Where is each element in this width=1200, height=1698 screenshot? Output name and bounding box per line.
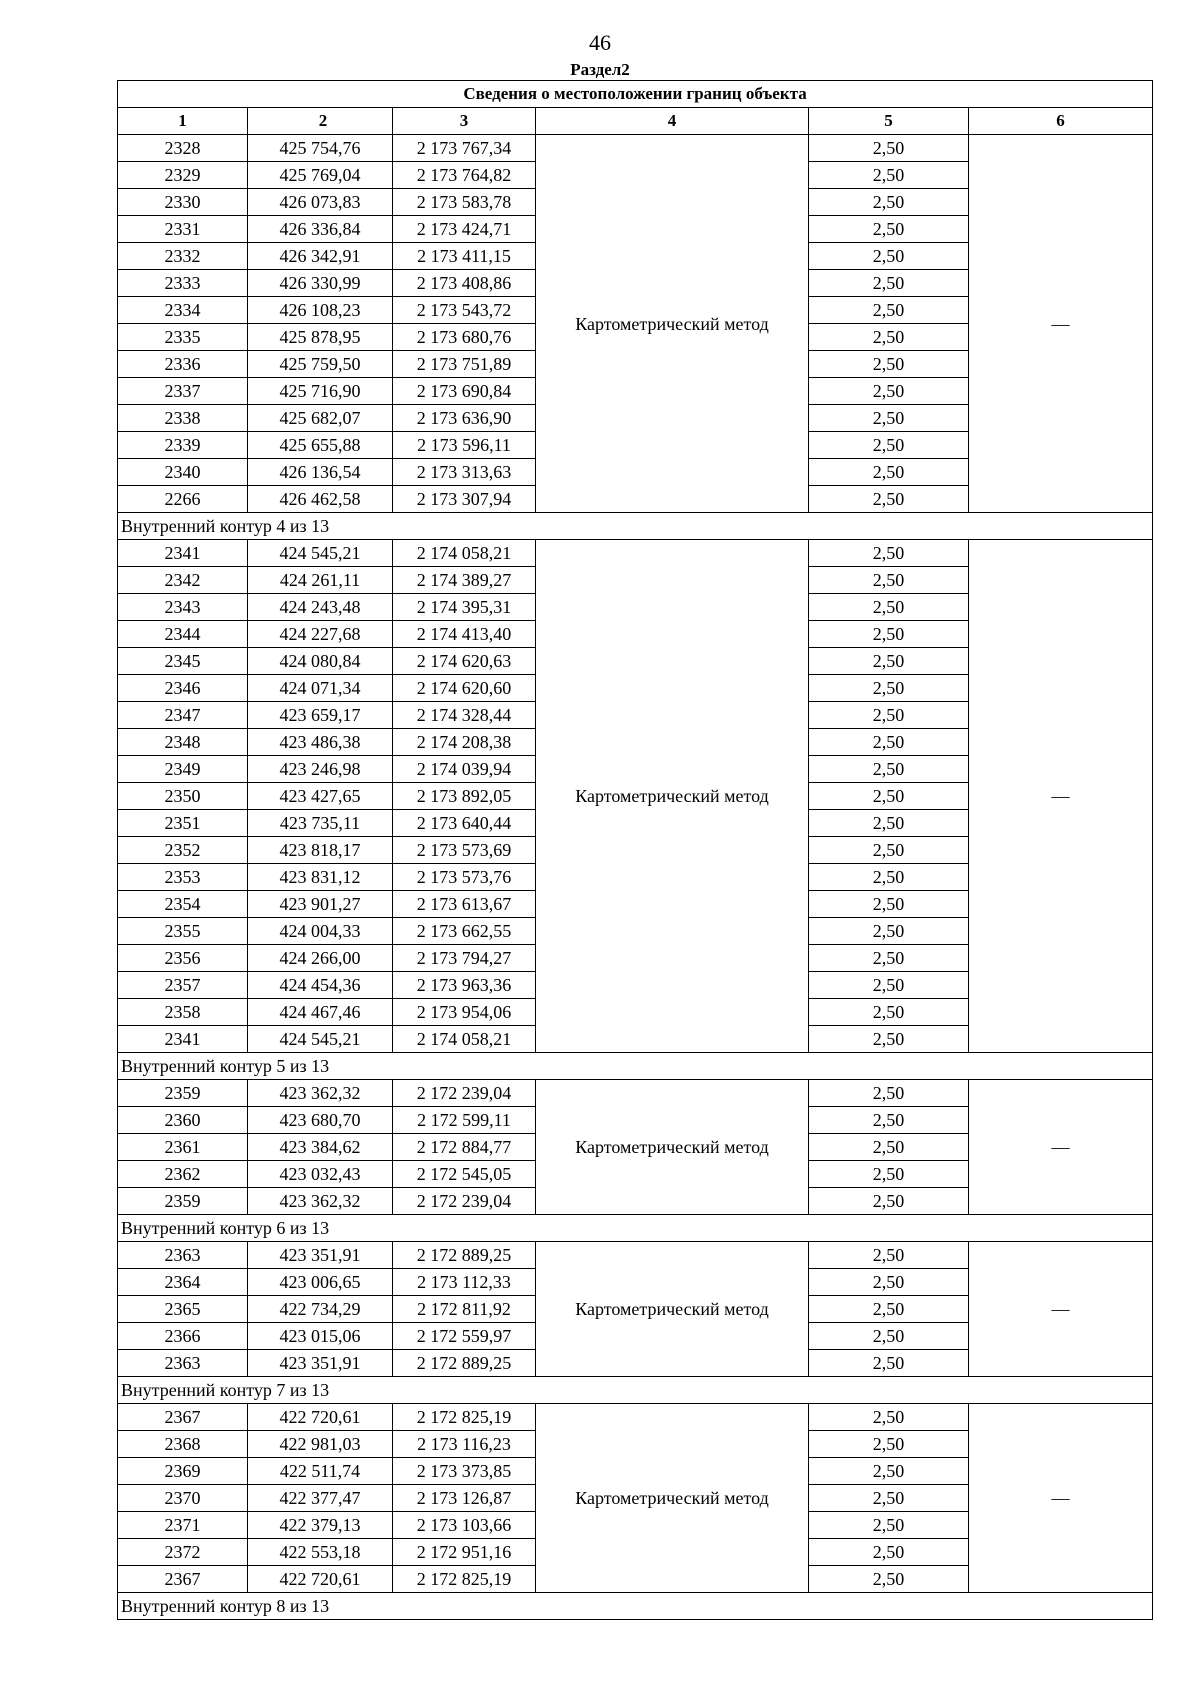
point-number: 2354 [118,891,248,918]
point-number: 2334 [118,297,248,324]
point-number: 2341 [118,1026,248,1053]
coordinate-x: 423 032,43 [248,1161,393,1188]
point-number: 2332 [118,243,248,270]
contour-label: Внутренний контур 5 из 13 [118,1053,1153,1080]
coordinate-x: 425 716,90 [248,378,393,405]
coordinate-y: 2 172 884,77 [393,1134,536,1161]
accuracy-value: 2,50 [809,1566,969,1593]
accuracy-value: 2,50 [809,1269,969,1296]
section-title: Раздел2 [570,60,630,79]
point-number: 2342 [118,567,248,594]
coordinate-x: 426 108,23 [248,297,393,324]
boundary-table [117,80,1153,1620]
coordinate-y: 2 172 951,16 [393,1539,536,1566]
dash-cell: — [969,1080,1153,1215]
point-number: 2331 [118,216,248,243]
coordinate-x: 423 901,27 [248,891,393,918]
point-number: 2350 [118,783,248,810]
point-number: 2367 [118,1566,248,1593]
accuracy-value: 2,50 [809,594,969,621]
accuracy-value: 2,50 [809,351,969,378]
coordinate-y: 2 173 116,23 [393,1431,536,1458]
dash-cell: — [969,1404,1153,1593]
contour-row [118,1053,1153,1080]
point-number: 2360 [118,1107,248,1134]
coordinate-x: 425 759,50 [248,351,393,378]
point-number: 2367 [118,1404,248,1431]
point-number: 2370 [118,1485,248,1512]
coordinate-y: 2 172 811,92 [393,1296,536,1323]
accuracy-value: 2,50 [809,1026,969,1053]
coordinate-y: 2 172 239,04 [393,1080,536,1107]
coordinate-x: 426 330,99 [248,270,393,297]
coordinate-y: 2 173 573,69 [393,837,536,864]
accuracy-value: 2,50 [809,1539,969,1566]
accuracy-value: 2,50 [809,891,969,918]
accuracy-value: 2,50 [809,1242,969,1269]
coordinate-y: 2 173 662,55 [393,918,536,945]
coordinate-x: 423 246,98 [248,756,393,783]
point-number: 2346 [118,675,248,702]
coordinate-x: 423 680,70 [248,1107,393,1134]
dash-cell: — [969,135,1153,513]
point-number: 2353 [118,864,248,891]
point-number: 2343 [118,594,248,621]
dash-cell: — [969,1242,1153,1377]
coordinate-y: 2 174 039,94 [393,756,536,783]
coordinate-x: 425 769,04 [248,162,393,189]
coordinate-y: 2 173 112,33 [393,1269,536,1296]
coordinate-y: 2 173 636,90 [393,405,536,432]
accuracy-value: 2,50 [809,162,969,189]
coordinate-y: 2 173 373,85 [393,1458,536,1485]
accuracy-value: 2,50 [809,567,969,594]
table-row [118,1404,1153,1431]
coordinate-y: 2 173 411,15 [393,243,536,270]
coordinate-x: 424 467,46 [248,999,393,1026]
accuracy-value: 2,50 [809,621,969,648]
coordinate-y: 2 174 389,27 [393,567,536,594]
point-number: 2351 [118,810,248,837]
point-number: 2345 [118,648,248,675]
coordinate-y: 2 173 424,71 [393,216,536,243]
coordinate-y: 2 173 690,84 [393,378,536,405]
contour-label: Внутренний контур 4 из 13 [118,513,1153,540]
coordinate-x: 423 362,32 [248,1080,393,1107]
contour-row [118,513,1153,540]
coordinate-y: 2 174 620,63 [393,648,536,675]
accuracy-value: 2,50 [809,270,969,297]
contour-label: Внутренний контур 8 из 13 [118,1593,1153,1620]
accuracy-value: 2,50 [809,702,969,729]
coordinate-y: 2 173 307,94 [393,486,536,513]
point-number: 2266 [118,486,248,513]
coordinate-y: 2 172 889,25 [393,1242,536,1269]
accuracy-value: 2,50 [809,1296,969,1323]
coordinate-x: 422 511,74 [248,1458,393,1485]
coordinate-x: 424 261,11 [248,567,393,594]
accuracy-value: 2,50 [809,459,969,486]
contour-label: Внутренний контур 7 из 13 [118,1377,1153,1404]
coordinate-y: 2 174 328,44 [393,702,536,729]
point-number: 2338 [118,405,248,432]
point-number: 2328 [118,135,248,162]
coordinate-x: 424 454,36 [248,972,393,999]
coordinate-y: 2 173 103,66 [393,1512,536,1539]
point-number: 2361 [118,1134,248,1161]
point-number: 2358 [118,999,248,1026]
coordinate-y: 2 174 620,60 [393,675,536,702]
coordinate-y: 2 172 239,04 [393,1188,536,1215]
accuracy-value: 2,50 [809,1458,969,1485]
point-number: 2372 [118,1539,248,1566]
accuracy-value: 2,50 [809,945,969,972]
coordinate-y: 2 172 559,97 [393,1323,536,1350]
point-number: 2339 [118,432,248,459]
point-number: 2336 [118,351,248,378]
point-number: 2364 [118,1269,248,1296]
column-header: 1 [118,108,248,135]
accuracy-value: 2,50 [809,243,969,270]
method-cell: Картометрический метод [536,135,809,513]
coordinate-y: 2 174 413,40 [393,621,536,648]
coordinate-y: 2 173 543,72 [393,297,536,324]
coordinate-x: 425 754,76 [248,135,393,162]
table-caption-row [118,81,1153,108]
coordinate-x: 426 462,58 [248,486,393,513]
coordinate-y: 2 173 767,34 [393,135,536,162]
coordinate-y: 2 174 058,21 [393,1026,536,1053]
accuracy-value: 2,50 [809,405,969,432]
coordinate-y: 2 174 395,31 [393,594,536,621]
coordinate-x: 426 336,84 [248,216,393,243]
coordinate-x: 423 831,12 [248,864,393,891]
column-header-row [118,108,1153,135]
coordinate-x: 423 015,06 [248,1323,393,1350]
table-row [118,1080,1153,1107]
coordinate-y: 2 173 596,11 [393,432,536,459]
coordinate-x: 423 659,17 [248,702,393,729]
point-number: 2347 [118,702,248,729]
coordinate-x: 424 545,21 [248,1026,393,1053]
point-number: 2356 [118,945,248,972]
coordinate-y: 2 173 408,86 [393,270,536,297]
point-number: 2357 [118,972,248,999]
accuracy-value: 2,50 [809,972,969,999]
accuracy-value: 2,50 [809,297,969,324]
point-number: 2352 [118,837,248,864]
column-header: 3 [393,108,536,135]
method-cell: Картометрический метод [536,1242,809,1377]
point-number: 2329 [118,162,248,189]
coordinate-x: 424 004,33 [248,918,393,945]
page-number: 46 [589,30,611,55]
coordinate-x: 422 379,13 [248,1512,393,1539]
coordinate-y: 2 172 545,05 [393,1161,536,1188]
coordinate-x: 425 655,88 [248,432,393,459]
dash-cell: — [969,540,1153,1053]
accuracy-value: 2,50 [809,540,969,567]
coordinate-x: 422 720,61 [248,1566,393,1593]
accuracy-value: 2,50 [809,135,969,162]
coordinate-x: 424 243,48 [248,594,393,621]
accuracy-value: 2,50 [809,1323,969,1350]
accuracy-value: 2,50 [809,324,969,351]
coordinate-y: 2 173 313,63 [393,459,536,486]
coordinate-x: 426 073,83 [248,189,393,216]
accuracy-value: 2,50 [809,675,969,702]
coordinate-x: 423 427,65 [248,783,393,810]
coordinate-y: 2 174 208,38 [393,729,536,756]
coordinate-y: 2 172 825,19 [393,1566,536,1593]
point-number: 2359 [118,1188,248,1215]
coordinate-x: 424 545,21 [248,540,393,567]
coordinate-x: 426 136,54 [248,459,393,486]
coordinate-y: 2 173 751,89 [393,351,536,378]
point-number: 2337 [118,378,248,405]
coordinate-y: 2 173 680,76 [393,324,536,351]
point-number: 2371 [118,1512,248,1539]
coordinate-x: 424 266,00 [248,945,393,972]
coordinate-y: 2 173 613,67 [393,891,536,918]
accuracy-value: 2,50 [809,918,969,945]
coordinate-y: 2 173 573,76 [393,864,536,891]
coordinate-x: 423 486,38 [248,729,393,756]
accuracy-value: 2,50 [809,729,969,756]
coordinate-x: 425 682,07 [248,405,393,432]
accuracy-value: 2,50 [809,216,969,243]
coordinate-y: 2 173 892,05 [393,783,536,810]
accuracy-value: 2,50 [809,378,969,405]
point-number: 2333 [118,270,248,297]
coordinate-x: 424 071,34 [248,675,393,702]
coordinate-y: 2 172 889,25 [393,1350,536,1377]
coordinate-x: 423 362,32 [248,1188,393,1215]
accuracy-value: 2,50 [809,1431,969,1458]
point-number: 2368 [118,1431,248,1458]
accuracy-value: 2,50 [809,1404,969,1431]
contour-row [118,1377,1153,1404]
point-number: 2344 [118,621,248,648]
point-number: 2330 [118,189,248,216]
coordinate-x: 424 227,68 [248,621,393,648]
coordinate-x: 422 720,61 [248,1404,393,1431]
accuracy-value: 2,50 [809,189,969,216]
column-header: 2 [248,108,393,135]
coordinate-x: 423 735,11 [248,810,393,837]
coordinate-y: 2 173 764,82 [393,162,536,189]
accuracy-value: 2,50 [809,837,969,864]
coordinate-x: 422 981,03 [248,1431,393,1458]
point-number: 2349 [118,756,248,783]
coordinate-x: 422 377,47 [248,1485,393,1512]
point-number: 2341 [118,540,248,567]
accuracy-value: 2,50 [809,1134,969,1161]
contour-row [118,1593,1153,1620]
accuracy-value: 2,50 [809,756,969,783]
coordinate-y: 2 173 640,44 [393,810,536,837]
point-number: 2359 [118,1080,248,1107]
coordinate-x: 423 351,91 [248,1242,393,1269]
coordinate-x: 423 351,91 [248,1350,393,1377]
coordinate-x: 425 878,95 [248,324,393,351]
coordinate-y: 2 173 583,78 [393,189,536,216]
coordinate-x: 424 080,84 [248,648,393,675]
accuracy-value: 2,50 [809,1512,969,1539]
point-number: 2348 [118,729,248,756]
coordinate-y: 2 173 126,87 [393,1485,536,1512]
coordinate-y: 2 173 954,06 [393,999,536,1026]
point-number: 2366 [118,1323,248,1350]
column-header: 6 [969,108,1153,135]
coordinate-y: 2 173 794,27 [393,945,536,972]
method-cell: Картометрический метод [536,1080,809,1215]
contour-label: Внутренний контур 6 из 13 [118,1215,1153,1242]
accuracy-value: 2,50 [809,1188,969,1215]
coordinate-x: 426 342,91 [248,243,393,270]
accuracy-value: 2,50 [809,1350,969,1377]
accuracy-value: 2,50 [809,783,969,810]
contour-row [118,1215,1153,1242]
table-row [118,135,1153,162]
accuracy-value: 2,50 [809,486,969,513]
accuracy-value: 2,50 [809,432,969,459]
table-caption: Сведения о местоположении границ объекта [118,81,1153,108]
point-number: 2365 [118,1296,248,1323]
accuracy-value: 2,50 [809,1485,969,1512]
coordinate-y: 2 172 825,19 [393,1404,536,1431]
method-cell: Картометрический метод [536,1404,809,1593]
point-number: 2355 [118,918,248,945]
point-number: 2369 [118,1458,248,1485]
accuracy-value: 2,50 [809,1161,969,1188]
accuracy-value: 2,50 [809,648,969,675]
table-row [118,540,1153,567]
method-cell: Картометрический метод [536,540,809,1053]
coordinate-x: 422 734,29 [248,1296,393,1323]
point-number: 2362 [118,1161,248,1188]
column-header: 4 [536,108,809,135]
coordinate-x: 423 384,62 [248,1134,393,1161]
accuracy-value: 2,50 [809,1107,969,1134]
coordinate-x: 423 818,17 [248,837,393,864]
coordinate-x: 422 553,18 [248,1539,393,1566]
accuracy-value: 2,50 [809,864,969,891]
accuracy-value: 2,50 [809,1080,969,1107]
coordinate-y: 2 174 058,21 [393,540,536,567]
column-header: 5 [809,108,969,135]
coordinate-x: 423 006,65 [248,1269,393,1296]
accuracy-value: 2,50 [809,810,969,837]
accuracy-value: 2,50 [809,999,969,1026]
point-number: 2363 [118,1350,248,1377]
point-number: 2363 [118,1242,248,1269]
point-number: 2340 [118,459,248,486]
table-row [118,1242,1153,1269]
coordinate-y: 2 173 963,36 [393,972,536,999]
point-number: 2335 [118,324,248,351]
coordinate-y: 2 172 599,11 [393,1107,536,1134]
